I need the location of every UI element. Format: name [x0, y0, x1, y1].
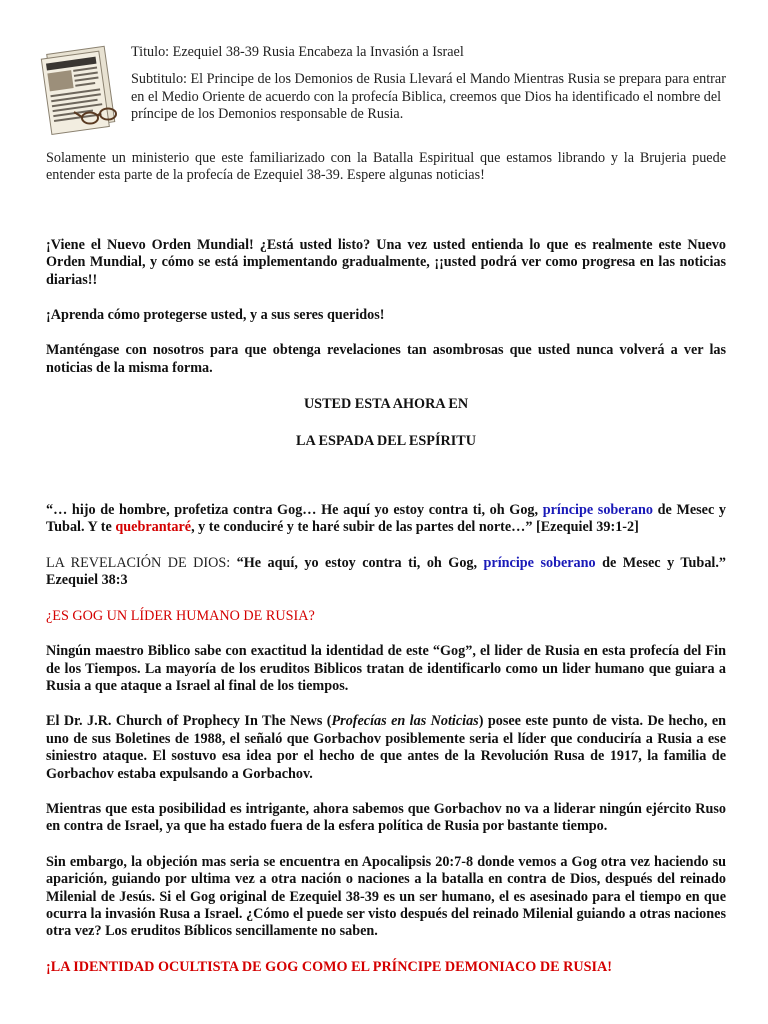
quote-text-3: , y te conduciré y te haré subir de las partes del norte…” [Ezequiel 39:1-2] [191, 519, 639, 536]
article-title: Titulo: Ezequiel 38-39 Rusia Encabeza la Invasión a Israel [131, 44, 464, 60]
promo-paragraph-3: Manténgase con nosotros para que obtenga revelaciones tan asombrosas que usted nunca volverá a ver las noticias de la misma forma. [46, 342, 726, 376]
revelation-label: LA REVELACIÓN DE DIOS: [46, 554, 237, 571]
revelation-text-1: “He aquí, yo estoy contra ti, oh Gog, [236, 554, 484, 571]
section1-paragraph-3: Mientras que esta posibilidad es intrigante, ahora sabemos que Gorbachov no va a liderar ningún ejército Ruso en contra de Israel, ya que ha estado fuera de la esfera política de Rusia por bastante tiempo. [46, 800, 726, 835]
section-heading-gog-human-leader: ¿ES GOG UN LÍDER HUMANO DE RUSIA? [46, 607, 315, 624]
revelation-text-2: de Mesec y Tubal.” Ezequiel 38:3 [46, 554, 726, 589]
promo-paragraph-2: ¡Aprenda cómo protegerse usted, y a sus seres queridos! [46, 307, 385, 324]
section1-paragraph-1: Ningún maestro Biblico sabe con exactitud la identidad de este “Gog”, el lider de Rusia en esta profecía del Fin de los Tiempos. La mayoría de los eruditos Biblicos tratan de identificarlo como un lider humano que guiara a Rusia a que ataque a Israel al final de los tiempos. [46, 643, 726, 694]
quote-text-1: “… hijo de hombre, profetiza contra Gog… He aquí yo estoy contra ti, oh Gog, [46, 502, 543, 519]
promo-paragraph-1: ¡Viene el Nuevo Orden Mundial! ¿Está usted listo? Una vez usted entienda lo que es realmente este Nuevo Orden Mundial, y cómo se está implementando gradualmente, ¡¡usted podrá ver como progresa en las noticias diarias!! [46, 236, 726, 288]
article-body [46, 150, 726, 976]
banner-line-2: LA ESPADA DEL ESPÍRITU [296, 432, 476, 449]
section1-paragraph-2 [46, 713, 726, 783]
quote-text-2: de Mesec y Tubal. Y te [46, 502, 727, 536]
newspaper-with-glasses-icon [40, 44, 122, 136]
section1-p2-text-a: El Dr. J.R. Church of Prophecy In The News ( [46, 713, 332, 730]
intro-paragraph: Solamente un ministerio que este familiarizado con la Batalla Espiritual que estamos librando y la Brujeria puede entender esta parte de la profecía de Ezequiel 38-39. Espere algunas noticias! [46, 150, 726, 184]
quote-highlight-sovereign-prince: príncipe soberano [542, 502, 653, 519]
quote-highlight-break: quebrantaré [115, 519, 192, 536]
article-header [131, 44, 727, 134]
section-heading-occult-identity: ¡LA IDENTIDAD OCULTISTA DE GOG COMO EL PRÍNCIPE DEMONIACO DE RUSIA! [46, 958, 612, 975]
revelation-paragraph [46, 555, 726, 590]
revelation-highlight-sovereign-prince: príncipe soberano [483, 554, 596, 571]
article-subtitle: Subtitulo: El Principe de los Demonios de Rusia Llevará el Mando Mientras Rusia se prepara para entrar en el Medio Oriente de acuerdo con la profecía Biblica, creemos que Dios ha identificado el nombre del príncipe de los Demonios responsable de Rusia. [131, 71, 726, 123]
scripture-quote [46, 502, 726, 537]
section1-p2-text-b: ) posee este punto de vista. De hecho, en uno de sus Boletines de 1988, el señaló que Gorbachov posiblemente seria el líder que conduciría a Rusia a ese siniestro ataque. El sostuvo esa idea por el hecho de que antes de la Revolución Rusa de 1917, la familia de Gorbachov estaba expulsando a Gorbachov. [46, 713, 727, 782]
banner-line-1: USTED ESTA AHORA EN [303, 396, 469, 413]
section1-paragraph-4: Sin embargo, la objeción mas seria se encuentra en Apocalipsis 20:7-8 donde vemos a Gog otra vez haciendo su aparición, guiando por ultima vez a otra nación o naciones a la batalla en contra de Dios, después del reinado Milenial de Jesús. Si el Gog original de Ezequiel 38-39 es un ser humano, el es asesinado para el tiempo en que ocurra la invasión Rusa a Israel. ¿Cómo el puede ser visto después del reinado Milenial guiando a otras naciones otra vez? Los eruditos Bíblicos sencillamente no saben. [46, 853, 726, 940]
section1-p2-italic: Profecías en las Noticias [331, 713, 479, 730]
